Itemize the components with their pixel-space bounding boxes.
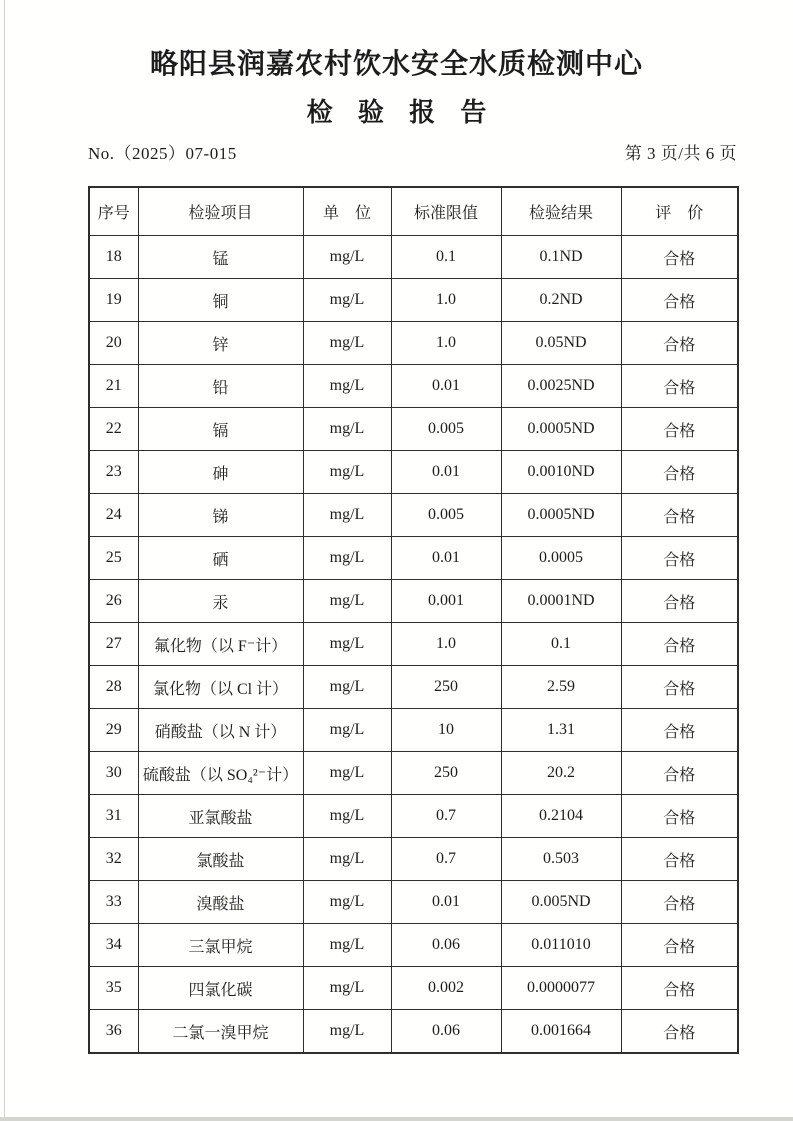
table-row — [89, 365, 738, 408]
cell-unit: mg/L — [303, 451, 391, 494]
table-row — [89, 494, 738, 537]
cell-result: 0.0000077 — [501, 967, 621, 1010]
cell-evaluation: 合格 — [621, 494, 738, 537]
table-row — [89, 967, 738, 1010]
cell-item: 砷 — [138, 451, 303, 494]
table-row — [89, 924, 738, 967]
cell-index: 23 — [89, 451, 138, 494]
cell-item: 硫酸盐（以 SO₄²⁻计） — [138, 752, 303, 795]
cell-evaluation: 合格 — [621, 795, 738, 838]
cell-limit: 0.7 — [391, 838, 501, 881]
cell-index: 34 — [89, 924, 138, 967]
cell-unit: mg/L — [303, 1010, 391, 1054]
col-header-result: 检验结果 — [501, 187, 621, 236]
cell-evaluation: 合格 — [621, 537, 738, 580]
cell-evaluation: 合格 — [621, 881, 738, 924]
cell-limit: 0.01 — [391, 451, 501, 494]
cell-item: 四氯化碳 — [138, 967, 303, 1010]
col-header-item: 检验项目 — [138, 187, 303, 236]
cell-limit: 0.005 — [391, 408, 501, 451]
cell-index: 30 — [89, 752, 138, 795]
cell-index: 36 — [89, 1010, 138, 1054]
cell-evaluation: 合格 — [621, 752, 738, 795]
cell-result: 0.1ND — [501, 236, 621, 279]
cell-index: 26 — [89, 580, 138, 623]
cell-index: 35 — [89, 967, 138, 1010]
cell-item: 二氯一溴甲烷 — [138, 1010, 303, 1054]
cell-item: 氟化物（以 F⁻计） — [138, 623, 303, 666]
cell-index: 18 — [89, 236, 138, 279]
cell-item: 锌 — [138, 322, 303, 365]
cell-result: 0.0005ND — [501, 408, 621, 451]
cell-index: 31 — [89, 795, 138, 838]
cell-limit: 0.01 — [391, 881, 501, 924]
cell-limit: 0.01 — [391, 537, 501, 580]
cell-unit: mg/L — [303, 967, 391, 1010]
cell-evaluation: 合格 — [621, 580, 738, 623]
cell-result: 2.59 — [501, 666, 621, 709]
cell-result: 0.001664 — [501, 1010, 621, 1054]
cell-evaluation: 合格 — [621, 709, 738, 752]
cell-result: 0.2ND — [501, 279, 621, 322]
cell-limit: 0.1 — [391, 236, 501, 279]
table-row — [89, 838, 738, 881]
cell-limit: 0.06 — [391, 1010, 501, 1054]
cell-item: 锰 — [138, 236, 303, 279]
cell-result: 0.005ND — [501, 881, 621, 924]
cell-item: 硒 — [138, 537, 303, 580]
cell-index: 24 — [89, 494, 138, 537]
cell-evaluation: 合格 — [621, 365, 738, 408]
cell-index: 25 — [89, 537, 138, 580]
cell-unit: mg/L — [303, 494, 391, 537]
cell-index: 29 — [89, 709, 138, 752]
org-title: 略阳县润嘉农村饮水安全水质检测中心 — [149, 48, 643, 79]
cell-unit: mg/L — [303, 623, 391, 666]
cell-item: 镉 — [138, 408, 303, 451]
meta-row — [88, 139, 737, 164]
table-row — [89, 451, 738, 494]
cell-limit: 250 — [391, 752, 501, 795]
cell-evaluation: 合格 — [621, 838, 738, 881]
col-header-limit: 标准限值 — [391, 187, 501, 236]
table-row — [89, 752, 738, 795]
table-row — [89, 623, 738, 666]
cell-result: 0.0005ND — [501, 494, 621, 537]
cell-unit: mg/L — [303, 408, 391, 451]
cell-item: 汞 — [138, 580, 303, 623]
cell-limit: 0.002 — [391, 967, 501, 1010]
cell-limit: 250 — [391, 666, 501, 709]
cell-index: 28 — [89, 666, 138, 709]
cell-result: 1.31 — [501, 709, 621, 752]
cell-result: 20.2 — [501, 752, 621, 795]
cell-result: 0.0025ND — [501, 365, 621, 408]
cell-unit: mg/L — [303, 279, 391, 322]
cell-unit: mg/L — [303, 838, 391, 881]
table-row — [89, 795, 738, 838]
cell-evaluation: 合格 — [621, 451, 738, 494]
results-table-body — [89, 236, 738, 1054]
cell-item: 溴酸盐 — [138, 881, 303, 924]
header-row — [89, 187, 738, 236]
col-header-unit: 单 位 — [303, 187, 391, 236]
cell-unit: mg/L — [303, 322, 391, 365]
cell-index: 27 — [89, 623, 138, 666]
cell-evaluation: 合格 — [621, 666, 738, 709]
col-header-evaluation: 评 价 — [621, 187, 738, 236]
cell-evaluation: 合格 — [621, 322, 738, 365]
table-row — [89, 666, 738, 709]
cell-limit: 0.06 — [391, 924, 501, 967]
cell-item: 铅 — [138, 365, 303, 408]
cell-unit: mg/L — [303, 752, 391, 795]
cell-evaluation: 合格 — [621, 623, 738, 666]
table-row — [89, 322, 738, 365]
cell-item: 硝酸盐（以 N 计） — [138, 709, 303, 752]
cell-index: 33 — [89, 881, 138, 924]
results-table-head — [89, 187, 738, 236]
cell-unit: mg/L — [303, 236, 391, 279]
table-row — [89, 881, 738, 924]
cell-item: 三氯甲烷 — [138, 924, 303, 967]
cell-unit: mg/L — [303, 881, 391, 924]
cell-limit: 1.0 — [391, 322, 501, 365]
cell-index: 19 — [89, 279, 138, 322]
cell-item: 氯化物（以 Cl 计） — [138, 666, 303, 709]
cell-limit: 0.01 — [391, 365, 501, 408]
cell-limit: 1.0 — [391, 623, 501, 666]
cell-item: 亚氯酸盐 — [138, 795, 303, 838]
cell-unit: mg/L — [303, 666, 391, 709]
results-table — [88, 186, 739, 1054]
report-title: 检 验 报 告 — [306, 97, 496, 127]
report-number: No.（2025）07-015 — [88, 144, 237, 163]
cell-result: 0.0010ND — [501, 451, 621, 494]
cell-limit: 10 — [391, 709, 501, 752]
cell-index: 20 — [89, 322, 138, 365]
cell-evaluation: 合格 — [621, 236, 738, 279]
table-row — [89, 279, 738, 322]
cell-item: 氯酸盐 — [138, 838, 303, 881]
cell-unit: mg/L — [303, 709, 391, 752]
cell-limit: 0.005 — [391, 494, 501, 537]
cell-limit: 0.001 — [391, 580, 501, 623]
cell-item: 锑 — [138, 494, 303, 537]
table-row — [89, 1010, 738, 1054]
cell-evaluation: 合格 — [621, 924, 738, 967]
cell-result: 0.0001ND — [501, 580, 621, 623]
cell-unit: mg/L — [303, 365, 391, 408]
cell-index: 32 — [89, 838, 138, 881]
cell-limit: 0.7 — [391, 795, 501, 838]
cell-item: 铜 — [138, 279, 303, 322]
cell-unit: mg/L — [303, 537, 391, 580]
table-row — [89, 408, 738, 451]
page-indicator: 第 3 页/共 6 页 — [624, 144, 737, 163]
scan-edge-left — [4, 0, 5, 1121]
cell-unit: mg/L — [303, 580, 391, 623]
cell-result: 0.0005 — [501, 537, 621, 580]
cell-evaluation: 合格 — [621, 279, 738, 322]
cell-unit: mg/L — [303, 795, 391, 838]
cell-result: 0.2104 — [501, 795, 621, 838]
cell-evaluation: 合格 — [621, 967, 738, 1010]
cell-evaluation: 合格 — [621, 408, 738, 451]
cell-unit: mg/L — [303, 924, 391, 967]
col-header-index: 序号 — [89, 187, 138, 236]
cell-result: 0.1 — [501, 623, 621, 666]
cell-index: 22 — [89, 408, 138, 451]
cell-limit: 1.0 — [391, 279, 501, 322]
cell-evaluation: 合格 — [621, 1010, 738, 1054]
table-row — [89, 537, 738, 580]
table-row — [89, 709, 738, 752]
scan-edge-bottom — [0, 1117, 793, 1121]
cell-result: 0.011010 — [501, 924, 621, 967]
cell-index: 21 — [89, 365, 138, 408]
table-row — [89, 580, 738, 623]
cell-result: 0.05ND — [501, 322, 621, 365]
cell-result: 0.503 — [501, 838, 621, 881]
table-row — [89, 236, 738, 279]
